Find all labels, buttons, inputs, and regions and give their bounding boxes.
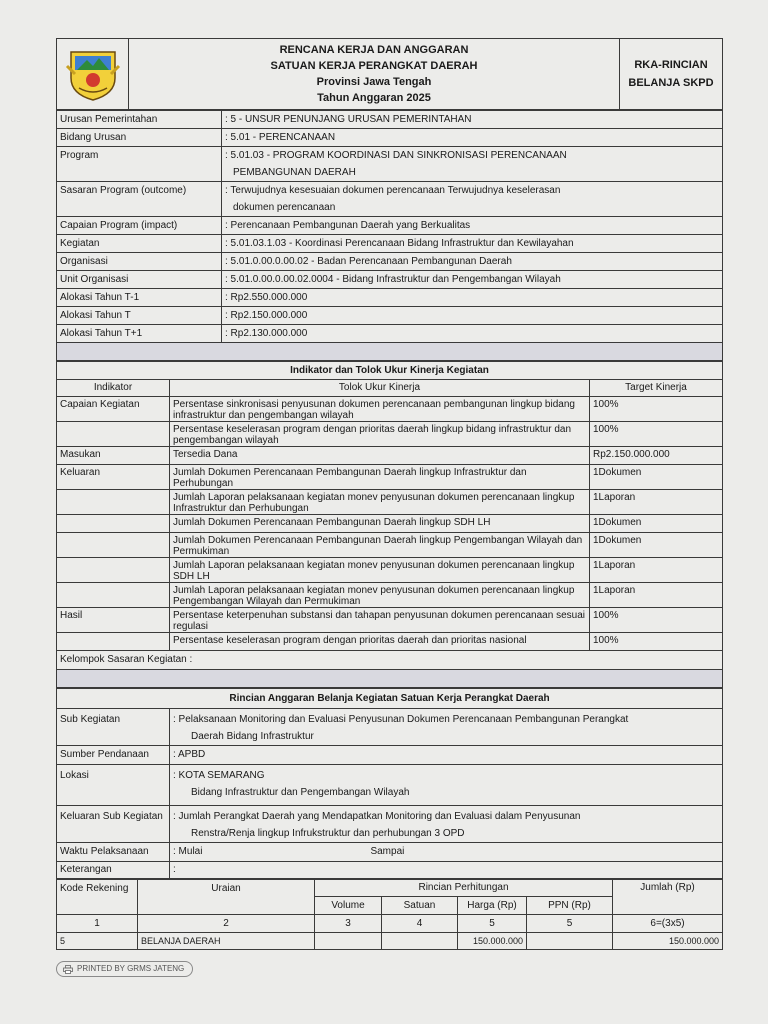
sasaran-line-1: : Terwujudnya kesesuaian dokumen perencanaan Terwujudnya keselerasan [225, 185, 561, 196]
section-separator [57, 670, 723, 688]
document-header [56, 38, 723, 110]
info-value: : Rp2.130.000.000 [222, 325, 723, 343]
info-value: : Rp2.150.000.000 [222, 307, 723, 325]
header-line-3: Provinsi Jawa Tengah [316, 76, 432, 88]
col-number: 6=(3x5) [613, 915, 723, 933]
waktu-mulai: : Mulai [173, 846, 203, 857]
col-satuan: Satuan [382, 897, 458, 915]
info-label: Unit Organisasi [57, 271, 222, 289]
info-label: Kegiatan [57, 235, 222, 253]
indikator-cell [57, 490, 170, 515]
row-uraian: BELANJA DAERAH [138, 933, 315, 950]
program-info-table [56, 110, 723, 361]
info-label: Alokasi Tahun T-1 [57, 289, 222, 307]
tolok-cell: Jumlah Laporan pelaksanaan kegiatan monev penyusunan dokumen perencanaan lingkup SDH LH [170, 558, 590, 583]
keluaran-line-1: : Jumlah Perangkat Daerah yang Mendapatkan Monitoring dan Evaluasi dalam Penyusunan [173, 811, 581, 822]
info-label: Sumber Pendanaan [57, 746, 170, 765]
sasaran-line-2: dokumen perencanaan [233, 202, 336, 213]
table-row [57, 465, 723, 490]
table-row [57, 397, 723, 422]
printed-by-badge [56, 961, 193, 977]
info-value [222, 182, 723, 217]
col-jumlah: Jumlah (Rp) [613, 880, 723, 915]
info-value [170, 843, 723, 862]
info-label: Alokasi Tahun T [57, 307, 222, 325]
target-cell: Rp2.150.000.000 [589, 447, 722, 465]
header-title-block [129, 39, 620, 110]
tolok-cell: Jumlah Dokumen Perencanaan Pembangunan Daerah lingkup SDH LH [170, 515, 590, 533]
info-value: : [170, 862, 723, 879]
header-line-4: Tahun Anggaran 2025 [317, 92, 431, 104]
info-label: Waktu Pelaksanaan [57, 843, 170, 862]
info-value: : 5.01.0.00.0.00.02.0004 - Bidang Infrastruktur dan Pengembangan Wilayah [222, 271, 723, 289]
row-ppn [527, 933, 613, 950]
tolok-cell: Jumlah Laporan pelaksanaan kegiatan monev penyusunan dokumen perencanaan lingkup Infrastruktur dan Perhubungan [170, 490, 590, 515]
target-cell: 1Dokumen [589, 465, 722, 490]
info-label: Urusan Pemerintahan [57, 111, 222, 129]
info-value: : 5.01 - PERENCANAAN [222, 129, 723, 147]
table-row [57, 490, 723, 515]
info-label: Organisasi [57, 253, 222, 271]
target-cell: 1Dokumen [589, 515, 722, 533]
col-uraian: Uraian [138, 880, 315, 915]
tolok-cell: Persentase keterpenuhan substansi dan tahapan penyusunan dokumen perencanaan sesuai regulasi [170, 608, 590, 633]
info-label: Program [57, 147, 222, 182]
indikator-table [56, 361, 723, 688]
header-line-2: SATUAN KERJA PERANGKAT DAERAH [270, 60, 478, 72]
col-number: 5 [458, 915, 527, 933]
printed-by-text: PRINTED BY GRMS JATENG [77, 964, 185, 973]
col-number: 3 [315, 915, 382, 933]
tolok-cell: Jumlah Dokumen Perencanaan Pembangunan Daerah lingkup Infrastruktur dan Perhubungan [170, 465, 590, 490]
table-row [57, 447, 723, 465]
table-row [57, 583, 723, 608]
target-cell: 1Laporan [589, 558, 722, 583]
printer-icon [63, 965, 73, 974]
col-rincian-perhitungan: Rincian Perhitungan [315, 880, 613, 897]
keluaran-line-2: Renstra/Renja lingkup Infrukstruktur dan perhubungan 3 OPD [191, 828, 465, 839]
info-value: : Perencanaan Pembangunan Daerah yang Berkualitas [222, 217, 723, 235]
tolok-cell: Persentase keselerasan program dengan prioritas daerah lingkup bidang infrastruktur dan pengembangan wilayah [170, 422, 590, 447]
indikator-cell [57, 583, 170, 608]
table-row [57, 933, 723, 950]
province-logo [57, 39, 129, 110]
indikator-cell [57, 533, 170, 558]
form-code-line-2: BELANJA SKPD [628, 77, 714, 89]
form-code-line-1: RKA-RINCIAN [634, 59, 708, 71]
info-value: : 5.01.0.00.0.00.02 - Badan Perencanaan Pembangunan Daerah [222, 253, 723, 271]
indikator-cell: Keluaran [57, 465, 170, 490]
program-line-1: : 5.01.03 - PROGRAM KOORDINASI DAN SINKRONISASI PERENCANAAN [225, 150, 567, 161]
section-separator [57, 343, 723, 361]
info-label: Keterangan [57, 862, 170, 879]
col-volume: Volume [315, 897, 382, 915]
info-value: : APBD [170, 746, 723, 765]
lokasi-line-1: : KOTA SEMARANG [173, 770, 265, 781]
budget-table [56, 879, 723, 950]
col-number: 1 [57, 915, 138, 933]
col-number: 2 [138, 915, 315, 933]
tolok-cell: Tersedia Dana [170, 447, 590, 465]
col-target: Target Kinerja [589, 380, 722, 397]
table-row [57, 633, 723, 651]
info-label: Bidang Urusan [57, 129, 222, 147]
indikator-cell: Capaian Kegiatan [57, 397, 170, 422]
col-number: 5 [527, 915, 613, 933]
sub-kegiatan-line-2: Daerah Bidang Infrastruktur [191, 731, 314, 742]
target-cell: 1Dokumen [589, 533, 722, 558]
program-line-2: PEMBANGUNAN DAERAH [233, 167, 356, 178]
row-harga: 150.000.000 [458, 933, 527, 950]
info-label: Alokasi Tahun T+1 [57, 325, 222, 343]
row-volume [315, 933, 382, 950]
header-line-1: RENCANA KERJA DAN ANGGARAN [279, 44, 469, 56]
target-cell: 100% [589, 633, 722, 651]
info-label: Lokasi [57, 765, 170, 806]
target-cell: 1Laporan [589, 583, 722, 608]
info-value [170, 765, 723, 806]
indikator-cell [57, 633, 170, 651]
info-label: Keluaran Sub Kegiatan [57, 806, 170, 843]
kelompok-sasaran: Kelompok Sasaran Kegiatan : [57, 651, 723, 670]
indikator-cell [57, 422, 170, 447]
col-number: 4 [382, 915, 458, 933]
rincian-section-title: Rincian Anggaran Belanja Kegiatan Satuan Kerja Perangkat Daerah [57, 689, 723, 709]
indikator-cell [57, 558, 170, 583]
rka-document [56, 38, 723, 950]
row-satuan [382, 933, 458, 950]
col-indikator: Indikator [57, 380, 170, 397]
form-code [620, 39, 723, 110]
info-value [170, 709, 723, 746]
table-row [57, 533, 723, 558]
row-jumlah: 150.000.000 [613, 933, 723, 950]
table-row [57, 558, 723, 583]
col-kode-rekening: Kode Rekening [57, 880, 138, 915]
target-cell: 100% [589, 397, 722, 422]
tolok-cell: Persentase sinkronisasi penyusunan dokumen perencanaan pembangunan lingkup bidang infrastruktur dan pengembangan wilayah [170, 397, 590, 422]
indikator-cell: Hasil [57, 608, 170, 633]
target-cell: 100% [589, 422, 722, 447]
info-value: : 5 - UNSUR PENUNJANG URUSAN PEMERINTAHAN [222, 111, 723, 129]
table-row [57, 608, 723, 633]
info-value [222, 147, 723, 182]
info-label: Sasaran Program (outcome) [57, 182, 222, 217]
jawa-tengah-emblem-icon [65, 44, 121, 102]
waktu-sampai: Sampai [370, 846, 405, 857]
col-ppn: PPN (Rp) [527, 897, 613, 915]
table-row [57, 515, 723, 533]
tolok-cell: Jumlah Dokumen Perencanaan Pembangunan Daerah lingkup Pengembangan Wilayah dan Permukiman [170, 533, 590, 558]
info-value: : 5.01.03.1.03 - Koordinasi Perencanaan Bidang Infrastruktur dan Kewilayahan [222, 235, 723, 253]
info-label: Capaian Program (impact) [57, 217, 222, 235]
rincian-info-table [56, 688, 723, 879]
indikator-cell: Masukan [57, 447, 170, 465]
tolok-cell: Jumlah Laporan pelaksanaan kegiatan monev penyusunan dokumen perencanaan lingkup Pengembangan Wilayah dan Permukiman [170, 583, 590, 608]
info-value [170, 806, 723, 843]
indikator-cell [57, 515, 170, 533]
row-kode: 5 [57, 933, 138, 950]
tolok-cell: Persentase keselerasan program dengan prioritas daerah dan prioritas nasional [170, 633, 590, 651]
indikator-section-title: Indikator dan Tolok Ukur Kinerja Kegiatan [57, 362, 723, 380]
info-label: Sub Kegiatan [57, 709, 170, 746]
col-harga: Harga (Rp) [458, 897, 527, 915]
sub-kegiatan-line-1: : Pelaksanaan Monitoring dan Evaluasi Penyusunan Dokumen Perencanaan Pembangunan Perangkat [173, 714, 629, 725]
target-cell: 100% [589, 608, 722, 633]
col-tolok-ukur: Tolok Ukur Kinerja [170, 380, 590, 397]
table-row [57, 422, 723, 447]
lokasi-line-2: Bidang Infrastruktur dan Pengembangan Wilayah [191, 787, 410, 798]
target-cell: 1Laporan [589, 490, 722, 515]
info-value: : Rp2.550.000.000 [222, 289, 723, 307]
